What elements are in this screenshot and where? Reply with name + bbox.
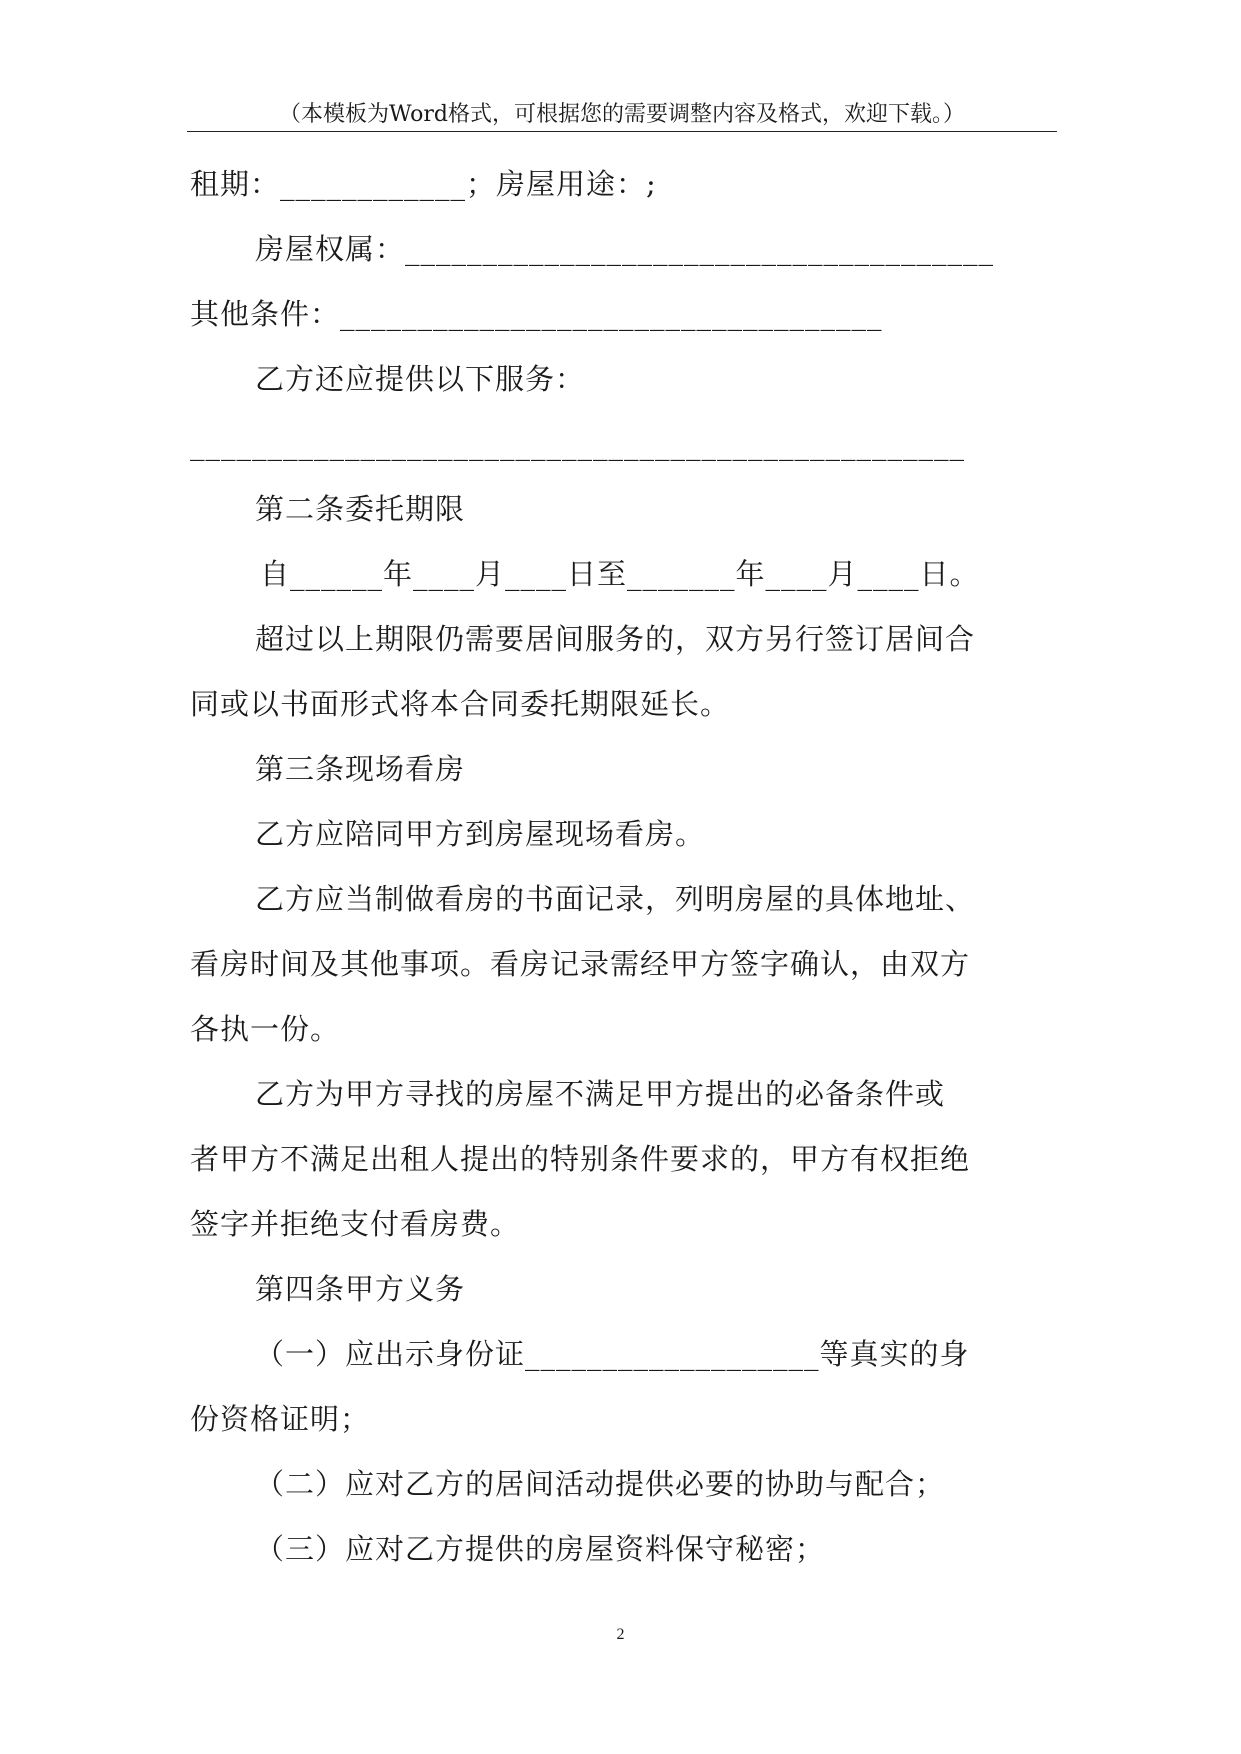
template-note: （本模板为Word格式，可根据您的需要调整内容及格式，欢迎下载。） [279, 102, 965, 127]
other-conditions-line: 其他条件：___________________________________ [190, 297, 883, 331]
extra-services-line: 乙方还应提供以下服务： [255, 362, 586, 396]
article-2-heading: 第二条委托期限 [255, 492, 466, 526]
clause-1-continuation: 份资格证明； [190, 1402, 371, 1436]
paragraph-line: 乙方为甲方寻找的房屋不满足甲方提出的必备条件或 [255, 1077, 946, 1111]
page-number: 2 [616, 1626, 625, 1643]
clause-2-line: （二）应对乙方的居间活动提供必要的协助与配合； [255, 1467, 946, 1501]
header-divider [187, 131, 1057, 132]
clause-1-line: （一）应出示身份证___________________等真实的身 [255, 1337, 970, 1371]
paragraph-line: 同或以书面形式将本合同委托期限延长。 [190, 687, 731, 721]
blank-fill-line: __________________________________________________ [190, 427, 965, 461]
property-ownership-line: 房屋权属：______________________________________ [255, 232, 995, 266]
clause-3-line: （三）应对乙方提供的房屋资料保守秘密； [255, 1532, 826, 1566]
paragraph-line: 签字并拒绝支付看房费。 [190, 1207, 521, 1241]
lease-term-line: 租期：____________；房屋用途：; [190, 167, 657, 201]
article-4-heading: 第四条甲方义务 [255, 1272, 466, 1306]
paragraph-line: 乙方应陪同甲方到房屋现场看房。 [255, 817, 706, 851]
paragraph-line: 超过以上期限仍需要居间服务的，双方另行签订居间合 [255, 622, 976, 656]
paragraph-line: 乙方应当制做看房的书面记录，列明房屋的具体地址、 [255, 882, 976, 916]
commission-period-line: 自______年____月____日至_______年____月____日。 [260, 557, 980, 591]
paragraph-line: 看房时间及其他事项。看房记录需经甲方签字确认，由双方 [190, 947, 971, 981]
paragraph-line: 各执一份。 [190, 1012, 341, 1046]
article-3-heading: 第三条现场看房 [255, 752, 466, 786]
paragraph-line: 者甲方不满足出租人提出的特别条件要求的，甲方有权拒绝 [190, 1142, 971, 1176]
